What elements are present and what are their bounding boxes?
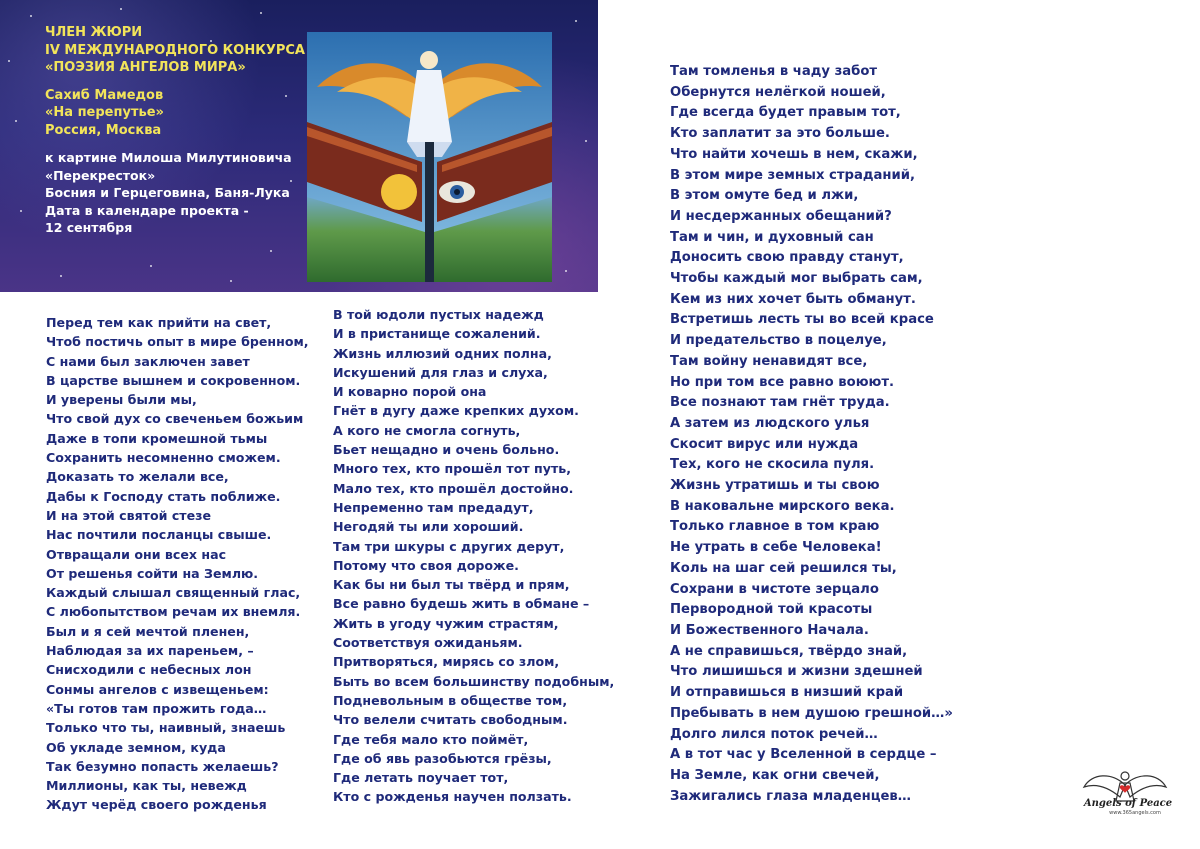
- poem-line: Там войну ненавидят все,: [670, 353, 868, 369]
- poem-line: Кем из них хочет быть обманут.: [670, 291, 916, 307]
- painting-info: к картине Милоша Милутиновича «Перекресток» Босния и Герцеговина, Баня-Лука Дата в календаре проекта - 12 сентября: [45, 150, 292, 235]
- poem-line: Отвращали они всех нас: [46, 546, 227, 562]
- poem-line: Не утрать в себе Человека!: [670, 540, 882, 556]
- poem-line: Сохрани в чистоте зерцало: [670, 581, 879, 597]
- poem-line: Встретишь лесть ты во всей красе: [670, 312, 934, 328]
- poem-line: Потому что своя дороже.: [333, 557, 519, 573]
- poem-line: Что лишишься и жизни здешней: [670, 664, 923, 680]
- poem-line: Был и я сей мечтой пленен,: [46, 623, 250, 639]
- poem-line: Коль на шаг сей решился ты,: [670, 560, 897, 576]
- poem-line: Так безумно попасть желаешь?: [46, 758, 279, 774]
- poem-line: В этом мире земных страданий,: [670, 167, 915, 183]
- poem-line: Пребывать в нем душою грешной…»: [670, 705, 953, 721]
- poem-line: А в тот час у Вселенной в сердце –: [670, 747, 937, 763]
- poem-line: И коварно порой она: [333, 384, 487, 400]
- poem-line: В наковальне мирского века.: [670, 498, 895, 514]
- poem-line: И несдержанных обещаний?: [670, 208, 892, 224]
- jury-title: ЧЛЕН ЖЮРИ IV МЕЖДУНАРОДНОГО КОНКУРСА «ПОЭЗИЯ АНГЕЛОВ МИРА»: [45, 25, 305, 75]
- poem-line: Непременно там предадут,: [333, 499, 534, 515]
- poem-line: С нами был заключен завет: [46, 353, 250, 369]
- author-info: [45, 87, 295, 140]
- poem-line: Сонмы ангелов с извещеньем:: [46, 681, 269, 697]
- poem-line: Жизнь утратишь и ты свою: [670, 478, 880, 494]
- poem-line: Чтобы каждый мог выбрать сам,: [670, 271, 923, 287]
- poem-line: И Божественного Начала.: [670, 622, 869, 638]
- poem-line: Быть во всем большинству подобным,: [333, 673, 615, 689]
- poem-line: Кто заплатит за это больше.: [670, 126, 890, 142]
- poem-line: В этом омуте бед и лжи,: [670, 188, 859, 204]
- poem-line: В той юдоли пустых надежд: [333, 307, 544, 322]
- poem-line: Там томленья в чаду забот: [670, 64, 878, 79]
- poem-line: С любопытством речам их внемля.: [46, 604, 301, 620]
- poem-line: Кто с рожденья научен ползать.: [333, 789, 572, 805]
- poem-line: Что свой дух со свеченьем божьим: [46, 411, 304, 427]
- poem-line: Обернутся нелёгкой ношей,: [670, 84, 886, 100]
- painting-image: [307, 32, 552, 282]
- poem-title: «На перепутье»: [45, 105, 164, 120]
- poem-line: Скосит вирус или нужда: [670, 436, 859, 452]
- poem-line: Тех, кого не скосила пуля.: [670, 457, 875, 473]
- poem-line: Нас почтили посланцы свыше.: [46, 527, 272, 543]
- poem-line: Сохранить несомненно сможем.: [46, 450, 281, 466]
- poem-line: Ждут черёд своего рожденья: [46, 797, 267, 813]
- poem-line: И на этой святой стезе: [46, 507, 211, 523]
- poem-line: Только главное в том краю: [670, 519, 880, 535]
- poem-line: От решенья сойти на Землю.: [46, 565, 259, 581]
- poem-column-3: [670, 62, 953, 807]
- poem-line: Где тебя мало кто поймёт,: [333, 731, 529, 747]
- poem-line: Бьет нещадно и очень больно.: [333, 442, 560, 458]
- header-banner: [0, 0, 598, 292]
- poem-line: А затем из людского улья: [670, 415, 870, 431]
- poem-line: А кого не смогла согнуть,: [333, 422, 521, 438]
- poem-line: Перед тем как прийти на свет,: [46, 315, 272, 330]
- poem-line: Каждый слышал священный глас,: [46, 585, 301, 601]
- poem-column-2: [333, 305, 614, 807]
- poem-line: Гнёт в дугу даже крепких духом.: [333, 403, 579, 419]
- poem-line: Много тех, кто прошёл тот путь,: [333, 461, 572, 477]
- poem-column-1: [46, 313, 309, 815]
- poem-line: Доказать то желали все,: [46, 469, 229, 485]
- poem-line: И в пристанище сожалений.: [333, 326, 541, 342]
- poem-line: Где всегда будет правым тот,: [670, 105, 901, 121]
- poem-line: Что велели считать свободным.: [333, 712, 568, 728]
- poem-line: Все познают там гнёт труда.: [670, 395, 890, 411]
- poem-line: Об укладе земном, куда: [46, 739, 226, 755]
- poem-line: Жить в угоду чужим страстям,: [333, 615, 559, 631]
- poem-line: Искушений для глаз и слуха,: [333, 364, 548, 380]
- poem-line: Жизнь иллюзий одних полна,: [333, 345, 552, 361]
- poem-line: Снисходили с небесных лон: [46, 662, 252, 678]
- poem-line: Миллионы, как ты, невежд: [46, 778, 247, 794]
- poem-line: И предательство в поцелуе,: [670, 333, 887, 349]
- author-location: Россия, Москва: [45, 122, 162, 138]
- logo-url: www.365angels.com: [1109, 810, 1161, 816]
- poem-line: Все равно будешь жить в обмане –: [333, 596, 590, 612]
- poem-line: Только что ты, наивный, знаешь: [46, 720, 286, 736]
- poem-line: В царстве вышнем и сокровенном.: [46, 372, 301, 388]
- poem-line: И отправишься в низший край: [670, 685, 904, 701]
- poem-line: Где об явь разобьются грёзы,: [333, 750, 552, 766]
- poem-line: Там и чин, и духовный сан: [670, 229, 874, 245]
- poem-line: Как бы ни был ты твёрд и прям,: [333, 577, 570, 593]
- poem-line: Наблюдая за их пареньем, –: [46, 643, 254, 659]
- poem-line: Даже в топи кромешной тьмы: [46, 430, 268, 446]
- poem-line: Но при том все равно воюют.: [670, 374, 894, 390]
- poem-line: Что найти хочешь в нем, скажи,: [670, 146, 918, 162]
- poem-line: Притворяться, мирясь со злом,: [333, 654, 560, 670]
- poem-line: «Ты готов там прожить года…: [46, 700, 267, 716]
- poem-line: Доносить свою правду станут,: [670, 250, 904, 266]
- banner-text: [45, 24, 305, 237]
- poem-line: Где летать поучает тот,: [333, 770, 509, 786]
- poem-line: И уверены были мы,: [46, 392, 197, 408]
- poem-line: Соответствуя ожиданьям.: [333, 635, 523, 651]
- poem-line: На Земле, как огни свечей,: [670, 767, 880, 783]
- author-name: Сахиб Мамедов: [45, 87, 164, 103]
- poem-line: Первородной той красоты: [670, 602, 873, 618]
- poem-line: Негодяй ты или хороший.: [333, 519, 524, 535]
- poem-line: Дабы к Господу стать поближе.: [46, 488, 281, 504]
- poem-line: Мало тех, кто прошёл достойно.: [333, 480, 574, 496]
- poem-line: Долго лился поток речей…: [670, 726, 878, 742]
- poem-line: Там три шкуры с других дерут,: [333, 538, 565, 554]
- poem-line: А не справишься, твёрдо знай,: [670, 643, 908, 659]
- logo-name: Angels of Peace: [1083, 798, 1173, 809]
- poem-line: Подневольным в обществе том,: [333, 692, 568, 708]
- poem-line: Зажигались глаза младенцев…: [670, 788, 911, 804]
- poem-line: Чтоб постичь опыт в мире бренном,: [46, 334, 309, 350]
